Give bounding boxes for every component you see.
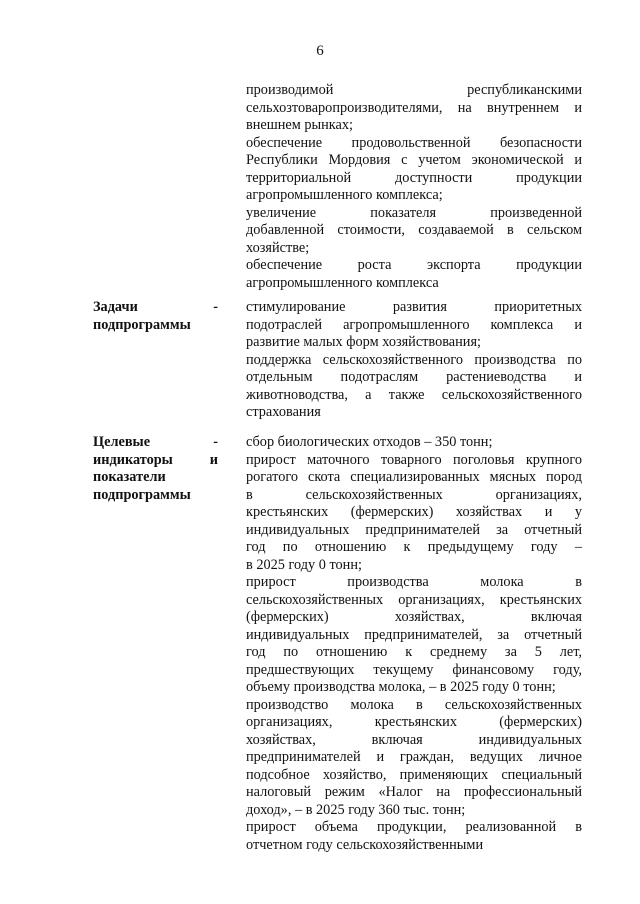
- text-line: сельхозтоваропроизводителями, на внутреннем и: [246, 99, 582, 116]
- page-number: 6: [316, 43, 324, 59]
- text-line: год по отношению к предыдущему году –: [246, 539, 582, 555]
- text-line: территориальной доступности продукции: [246, 169, 582, 186]
- label-line: Задачи -: [93, 299, 218, 315]
- paragraph: [246, 205, 582, 258]
- paragraph: [246, 352, 582, 422]
- text-line: увеличение показателя произведенной: [246, 204, 582, 221]
- text-line: отдельным подотраслям растениеводства и: [246, 369, 582, 385]
- text-line: добавленной стоимости, создаваемой в сельском: [246, 222, 582, 238]
- text-line: производимой республиканскими: [246, 82, 582, 98]
- paragraph: [246, 697, 582, 820]
- text-line: индивидуальных предпринимателей за отчетный: [246, 521, 582, 538]
- text-line: хозяйстве;: [246, 239, 310, 256]
- paragraph: [246, 574, 582, 697]
- section-label: [93, 299, 218, 334]
- text-line: поддержка сельскохозяйственного производства по: [246, 351, 582, 368]
- text-line: доход», – в 2025 году 360 тыс. тонн;: [246, 801, 466, 818]
- text-line: обеспечение продовольственной безопасности: [246, 134, 582, 151]
- text-line: прирост маточного товарного поголовья крупного: [246, 451, 582, 468]
- text-line: агропромышленного комплекса: [246, 274, 439, 291]
- text-line: в сельскохозяйственных организациях,: [246, 486, 582, 503]
- text-line: рогатого скота специализированных мясных пород: [246, 469, 582, 485]
- text-line: производство молока в сельскохозяйственных: [246, 696, 582, 713]
- text-line: сельскохозяйственных организациях, крестьянских: [246, 591, 582, 608]
- text-line: индивидуальных предпринимателей, за отчетный: [246, 626, 582, 643]
- text-line: Республики Мордовия с учетом экономической и: [246, 152, 582, 168]
- text-line: обеспечение роста экспорта продукции: [246, 257, 582, 273]
- text-line: агропромышленного комплекса;: [246, 187, 443, 203]
- paragraph: [246, 434, 582, 452]
- text-line: прирост объема продукции, реализованной в: [246, 819, 582, 835]
- text-line: развитие малых форм хозяйствования;: [246, 334, 481, 350]
- paragraph: [246, 257, 582, 292]
- text-line: сбор биологических отходов – 350 тонн;: [246, 434, 493, 450]
- paragraph: [246, 819, 582, 854]
- text-line: (фермерских) хозяйствах, включая: [246, 609, 582, 625]
- text-line: крестьянских (фермерских) хозяйствах и у: [246, 504, 582, 520]
- text-line: налоговый режим «Налог на профессиональный: [246, 784, 582, 800]
- text-line: объему производства молока, – в 2025 году 0 тонн;: [246, 679, 556, 695]
- section-content: [246, 82, 582, 292]
- text-line: внешнем рынках;: [246, 117, 353, 133]
- label-line: показатели: [93, 469, 166, 485]
- text-line: подотраслей агропромышленного комплекса и: [246, 316, 582, 333]
- text-line: предшествующих текущему финансовому году,: [246, 661, 582, 678]
- text-line: организациях, крестьянских (фермерских): [246, 714, 582, 730]
- text-line: прирост производства молока в: [246, 574, 582, 590]
- label-line: подпрограммы: [93, 486, 191, 503]
- section-label: [93, 434, 218, 504]
- paragraph: [246, 452, 582, 575]
- text-line: страхования: [246, 404, 321, 420]
- text-line: предпринимателей и граждан, ведущих личное: [246, 749, 582, 765]
- paragraph: [246, 299, 582, 352]
- text-line: подсобное хозяйство, применяющих специальный: [246, 766, 582, 783]
- label-line: Целевые -: [93, 434, 218, 450]
- text-line: хозяйствах, включая индивидуальных: [246, 731, 582, 748]
- text-line: год по отношению к среднему за 5 лет,: [246, 644, 582, 660]
- text-line: животноводства, а также сельскохозяйственного: [246, 386, 582, 403]
- label-line: индикаторы и: [93, 451, 218, 468]
- section-content: [246, 434, 582, 854]
- section-content: [246, 299, 582, 422]
- text-line: отчетном году сельскохозяйственными: [246, 836, 484, 853]
- paragraph: [246, 135, 582, 205]
- text-line: в 2025 году 0 тонн;: [246, 556, 362, 573]
- label-line: подпрограммы: [93, 316, 191, 333]
- paragraph: [246, 82, 582, 135]
- text-line: стимулирование развития приоритетных: [246, 299, 582, 315]
